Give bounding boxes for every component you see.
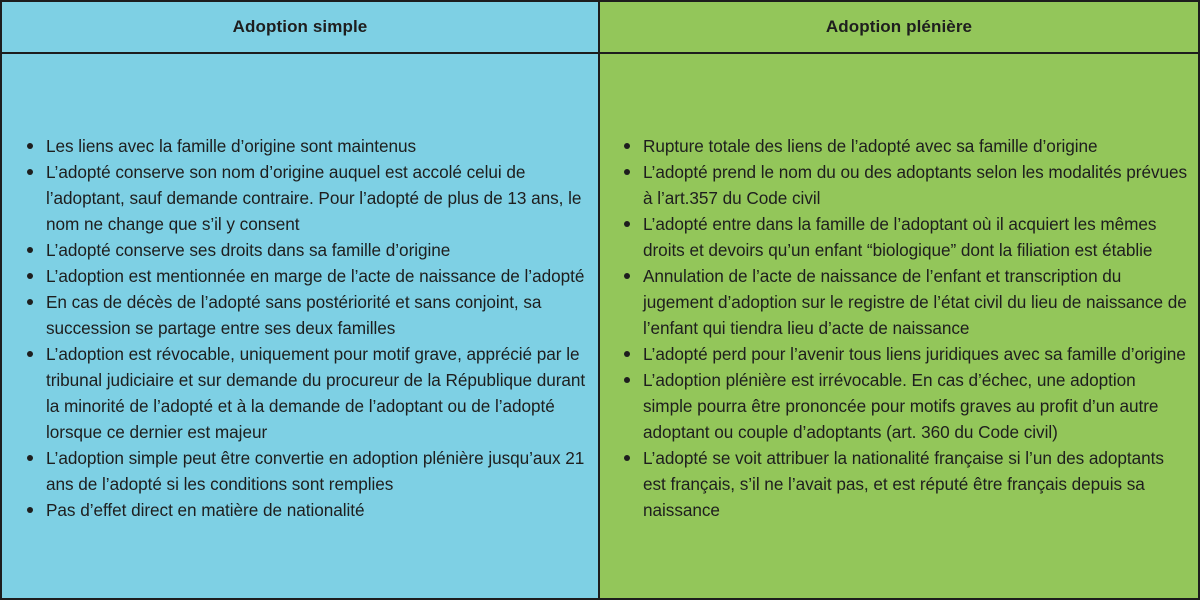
column-adoption-simple — [2, 54, 600, 598]
list-adoption-simple — [2, 133, 598, 523]
list-item: L’adopté entre dans la famille de l’adoptant où il acquiert les mêmes droits et devoirs qu’un enfant “biologique” dont la filiation est établie — [643, 211, 1188, 263]
list-item: L’adopté conserve ses droits dans sa famille d’origine — [46, 237, 588, 263]
list-item: L’adopté conserve son nom d’origine auquel est accolé celui de l’adoptant, sauf demande contraire. Pour l’adopté de plus de 13 ans, le nom ne change que s’il y consent — [46, 159, 588, 237]
list-item: L’adoption simple peut être convertie en adoption plénière jusqu’aux 21 ans de l’adopté si les conditions sont remplies — [46, 445, 588, 497]
header-adoption-pleniere-label: Adoption plénière — [825, 17, 973, 36]
list-item: En cas de décès de l’adopté sans postériorité et sans conjoint, sa succession se partage entre ses deux familles — [46, 289, 588, 341]
list-item: Rupture totale des liens de l’adopté avec sa famille d’origine — [643, 133, 1188, 159]
header-adoption-simple — [2, 2, 600, 54]
list-item: L’adopté perd pour l’avenir tous liens juridiques avec sa famille d’origine — [643, 341, 1188, 367]
list-item: L’adoption plénière est irrévocable. En cas d’échec, une adoption simple pourra être prononcée pour motifs graves au profit d’un autre adoptant ou couple d’adoptants (art. 360 du Code civil) — [643, 367, 1188, 445]
list-item: Pas d’effet direct en matière de nationalité — [46, 497, 588, 523]
column-adoption-pleniere — [600, 54, 1198, 598]
list-item: L’adopté prend le nom du ou des adoptants selon les modalités prévues à l’art.357 du Code civil — [643, 159, 1188, 211]
header-adoption-simple-label: Adoption simple — [232, 17, 368, 36]
list-item: Annulation de l’acte de naissance de l’enfant et transcription du jugement d’adoption sur le registre de l’état civil du lieu de naissance de l’enfant qui tiendra lieu d’acte de naissance — [643, 263, 1188, 341]
list-item: Les liens avec la famille d’origine sont maintenus — [46, 133, 588, 159]
list-item: L’adoption est révocable, uniquement pour motif grave, apprécié par le tribunal judiciaire et sur demande du procureur de la République durant la minorité de l’adopté et à la demande de l’adoptant ou de l’adopté lorsque ce dernier est majeur — [46, 341, 588, 445]
header-adoption-pleniere — [600, 2, 1198, 54]
list-adoption-pleniere — [600, 133, 1198, 523]
list-item: L’adoption est mentionnée en marge de l’acte de naissance de l’adopté — [46, 263, 588, 289]
list-item: L’adopté se voit attribuer la nationalité française si l’un des adoptants est français, s’il ne l’avait pas, et est réputé être français depuis sa naissance — [643, 445, 1188, 523]
